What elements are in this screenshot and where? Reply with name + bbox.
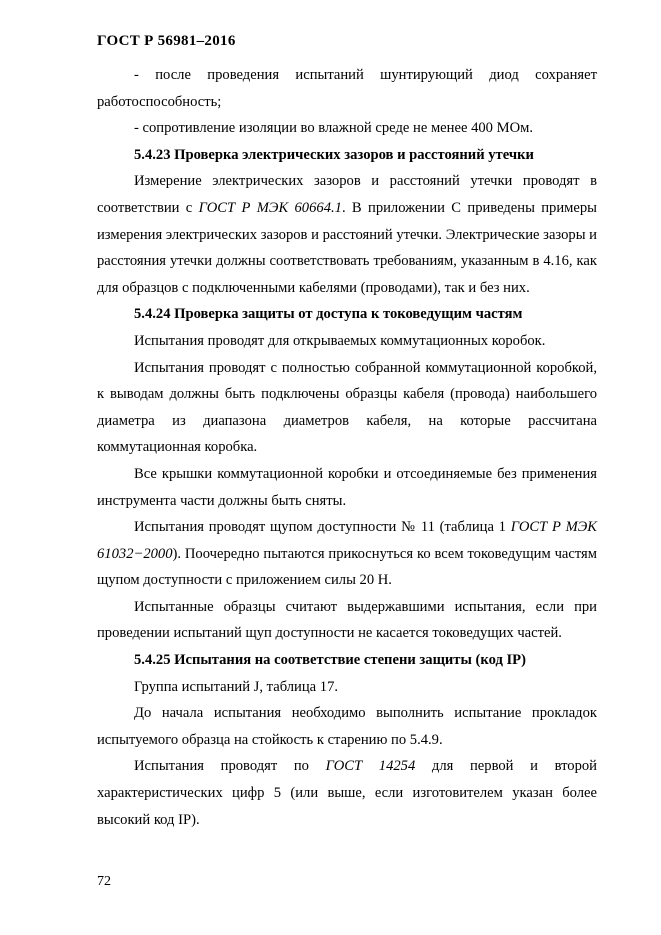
- text-run: Измерение электрических зазоров и расстояний утечки проводят в соответствии с: [97, 173, 597, 216]
- text-run: Испытания проводят по: [134, 758, 326, 775]
- text-run: Испытания проводят для открываемых коммутационных коробок.: [134, 332, 546, 349]
- text-run: ). Поочередно пытаются прикоснуться ко всем токоведущим частям щупом доступности с приложением силы 20 Н.: [97, 545, 597, 589]
- paragraph: [97, 461, 597, 514]
- section-heading: [97, 647, 597, 674]
- text-run: Все крышки коммутационной коробки и отсоединяемые без применения инструмента части должны быть сняты.: [97, 465, 597, 509]
- paragraph: [97, 514, 597, 594]
- standard-reference: ГОСТ Р МЭК 60664.1: [198, 199, 342, 216]
- text-run: - сопротивление изоляции во влажной среде не менее 400 МОм.: [134, 120, 534, 137]
- paragraph: [97, 328, 597, 355]
- text-run: 5.4.25 Испытания на соответствие степени защиты (код IP): [134, 652, 526, 669]
- text-run: 5.4.24 Проверка защиты от доступа к токоведущим частям: [134, 306, 523, 323]
- standard-reference: ГОСТ Р МЭК 61032−2000: [97, 519, 597, 562]
- text-run: - после проведения испытаний шунтирующий диод сохраняет работоспособность;: [97, 67, 597, 110]
- section-heading: [97, 142, 597, 169]
- text-run: Испытания проводят с полностью собранной коммутационной коробкой, к выводам должны быть подключены образцы кабеля (провода) наибольшего диаметра из диапазона диаметров кабеля, на которые рассчитана коммутационная коробка.: [97, 359, 597, 456]
- paragraph: [97, 700, 597, 753]
- text-run: Группа испытаний J, таблица 17.: [134, 678, 339, 695]
- paragraph: [97, 594, 597, 647]
- page-number: 72: [97, 874, 111, 889]
- text-run: Испытания проводят щупом доступности № 11 (таблица 1: [134, 519, 511, 536]
- standard-reference: ГОСТ 14254: [325, 758, 416, 775]
- text-run: 5.4.23 Проверка электрических зазоров и расстояний утечки: [134, 146, 534, 163]
- text-run: . В приложении С приведены примеры измерения электрических зазоров и расстояний утечки. Электрические зазоры и расстояния утечки должны соответствовать требованиям, указанным в 4.16, как для образцов с подключенными кабелями (проводами), так и без них.: [97, 199, 597, 296]
- text-run: До начала испытания необходимо выполнить испытание прокладок испытуемого образца на стойкость к старению по 5.4.9.: [97, 705, 597, 748]
- paragraph: [97, 62, 597, 115]
- document-header: ГОСТ Р 56981–2016: [97, 33, 236, 49]
- text-run: для первой и второй характеристических цифр 5 (или выше, если изготовителем указан более высокий код IP).: [97, 758, 597, 828]
- section-heading: [97, 301, 597, 328]
- paragraph: [97, 168, 597, 301]
- paragraph: [97, 115, 597, 142]
- paragraph: [97, 674, 597, 701]
- text-run: Испытанные образцы считают выдержавшими испытания, если при проведении испытаний щуп доступности не касается токоведущих частей.: [97, 598, 597, 642]
- paragraph: [97, 753, 597, 833]
- paragraph: [97, 355, 597, 461]
- document-content: [97, 62, 597, 833]
